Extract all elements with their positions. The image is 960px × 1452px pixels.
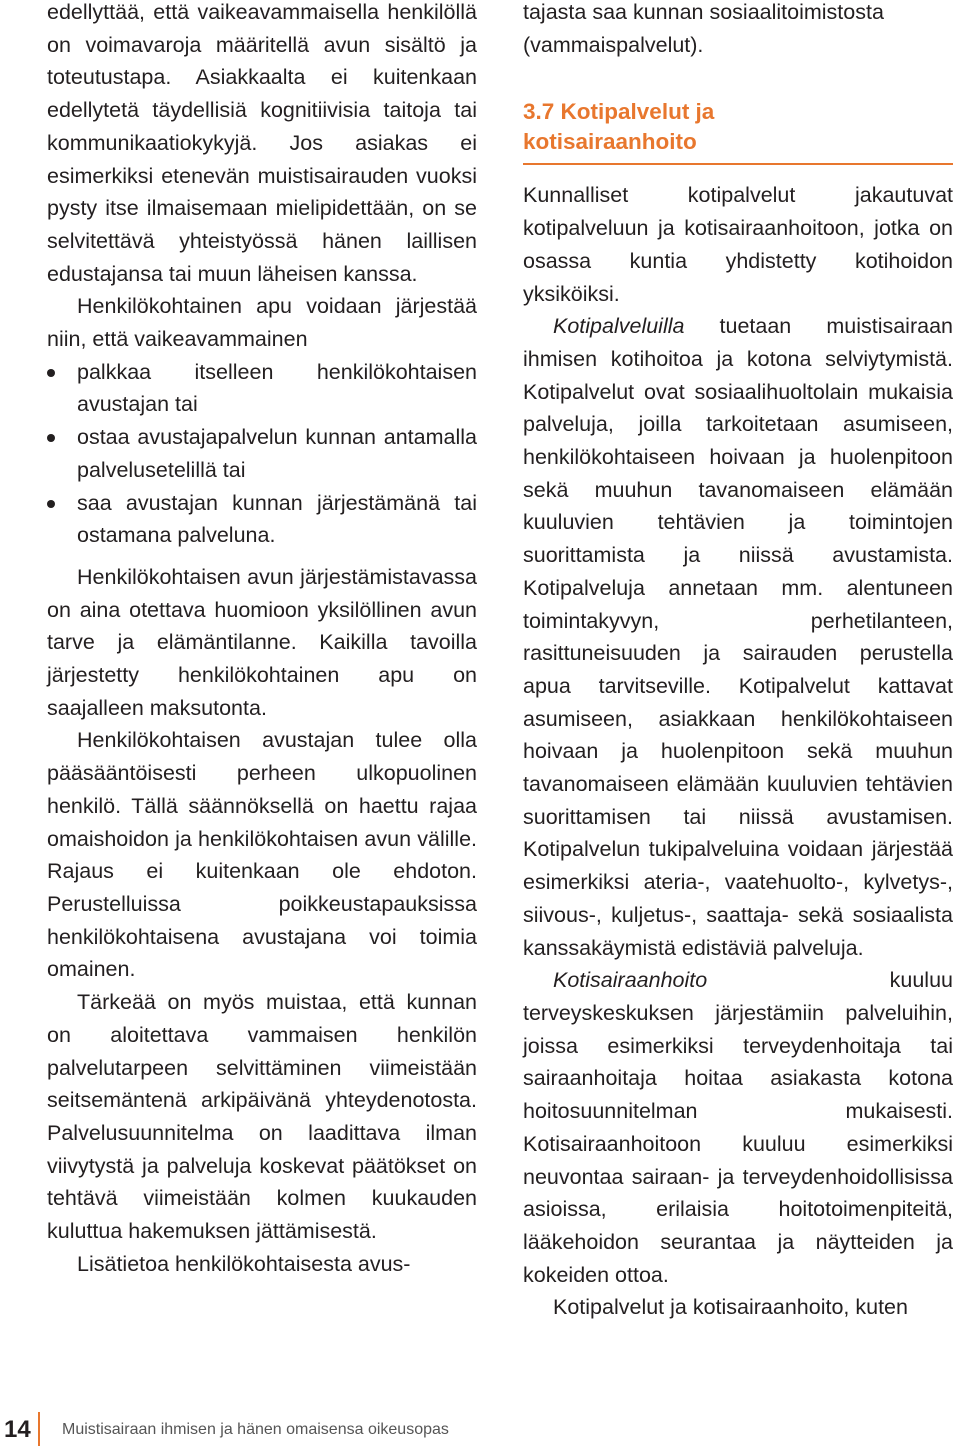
- page-number: 14: [4, 1416, 31, 1443]
- paragraph: Henkilökohtaisen avun järjestämistavassa on aina otettava huomioon yksilöllinen avun tarve ja elämäntilanne. Kaikilla tavoilla järjestetty henkilökohtainen apu on saajalleen maksutonta.: [47, 564, 477, 720]
- paragraph: [523, 964, 953, 1291]
- bullet-list: [47, 356, 477, 552]
- section-number: 3.7: [523, 99, 555, 125]
- term: Kotisairaanhoito: [553, 968, 708, 993]
- section-title-line1: Kotipalvelut ja: [560, 99, 715, 125]
- paragraph: Henkilökohtaisen avustajan tulee olla pääsääntöisesti perheen ulkopuolinen henkilö. Tällä säännöksellä on haettu rajaa omaishoidon ja henkilökohtaisen avun välille. Rajaus ei kuitenkaan ole ehdoton. Perustelluissa poikkeustapauksissa henkilökohtaisena avustajana voi toimia omainen.: [47, 728, 477, 982]
- section-heading: [523, 97, 953, 165]
- list-item: [47, 421, 477, 486]
- paragraph-text: kuuluu terveyskeskuksen järjestämiin palveluihin, joissa esimerkiksi terveydenhoitaja tai sairaanhoitaja hoitaa asiakasta kotona hoitosuunnitelman mukaisesti. Kotisairaanhoitoon kuuluu esimerkiksi neuvontaa sairaan- ja terveydenhoidollisissa asioissa, erilaisia hoitotoimenpiteitä, lääkehoidon seurantaa ja näytteiden ja kokeiden ottoa.: [523, 968, 953, 1287]
- paragraph: Kotipalvelut ja kotisairaanhoito, kuten: [553, 1295, 908, 1320]
- left-column: [47, 0, 477, 1280]
- list-item-text: palkkaa itselleen henkilökohtaisen avustajan tai: [77, 359, 477, 417]
- section-title-line2: kotisairaanhoito: [523, 129, 697, 155]
- paragraph: Kunnalliset kotipalvelut jakautuvat kotipalveluun ja kotisairaanhoitoon, jotka on osassa kuntia yhdistetty kotihoidon yksiköiksi.: [523, 183, 953, 306]
- bullet-icon: [47, 434, 55, 442]
- paragraph-text: tuetaan muistisairaan ihmisen kotihoitoa ja kotona selviytymistä. Kotipalvelut ovat sosiaalihuoltolain mukaisia palveluja, joilla tarkoitetaan asumiseen, henkilökohtaiseen hoivaan ja huolenpitoon sekä muuhun tavanomaiseen elämään kuuluvien tehtävien ja toimintojen suorittamista ja niissä avustamista. Kotipalveluja annetaan mm. alentuneen toimintakyvyn, perhetilanteen, rasittuneisuuden ja sairauden perustella apua tarvitseville. Kotipalvelut kattavat asumiseen, asiakkaan henkilökohtaiseen hoivaan ja huolenpitoon sekä muuhun tavanomaiseen elämään kuuluvien tehtävien suorittamisen tai niissä avustamisen. Kotipalvelun tukipalveluina voidaan järjestää esimerkiksi ateria-, vaatehuolto-, kylvetys-, siivous-, kuljetus-, saattaja- sekä sosiaalista kanssakäymistä edistäviä palveluja.: [523, 314, 953, 960]
- list-item: [47, 356, 477, 421]
- footer-divider: [38, 1412, 40, 1446]
- paragraph: Tärkeää on myös muistaa, että kunnan on aloitettava vammaisen henkilön palvelutarpeen selvittäminen viimeistään seitsemäntenä arkipäivänä yhteydenotosta. Palvelusuunnitelma on laadittava ilman viivytystä ja palveluja koskevat päätökset on tehtävä viimeistään kolmen kuukauden kuluttua hakemuksen jättämisestä.: [47, 990, 477, 1244]
- bullet-icon: [47, 500, 55, 508]
- book-title: Muistisairaan ihmisen ja hänen omaisensa oikeusopas: [62, 1421, 449, 1438]
- bullet-icon: [47, 369, 55, 377]
- paragraph: [523, 310, 953, 964]
- term: Kotipalveluilla: [553, 314, 685, 339]
- paragraph: tajasta saa kunnan sosiaalitoimistosta (vammaispalvelut).: [523, 0, 884, 57]
- paragraph: Henkilökohtainen apu voidaan järjestää niin, että vaikeavammainen: [47, 294, 477, 352]
- paragraph: Lisätietoa henkilökohtaisesta avus-: [77, 1251, 411, 1276]
- list-item-text: saa avustajan kunnan järjestämänä tai ostamana palveluna.: [77, 490, 477, 548]
- list-item-text: ostaa avustajapalvelun kunnan antamalla palvelusetelillä tai: [77, 425, 477, 482]
- paragraph: edellyttää, että vaikeavammaisella henkilöllä on voimavaroja määritellä avun sisältö ja toteutustapa. Asiakkaalta ei kuitenkaan edellytetä täydellisiä kognitiivisia taitoja tai kommunikaatiokykyjä. Jos asiakas ei esimerkiksi etenevän muistisairauden vuoksi pysty itse ilmaisemaan mielipidettään, on se selvitettävä yhteistyössä hänen laillisen edustajansa tai muun läheisen kanssa.: [47, 0, 477, 286]
- right-column: [523, 0, 953, 1324]
- list-item: [47, 487, 477, 552]
